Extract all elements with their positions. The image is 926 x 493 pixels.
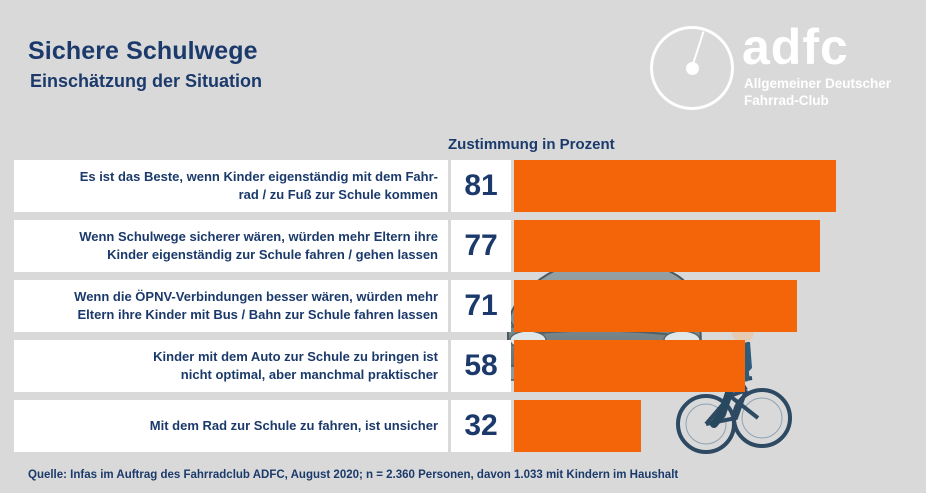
chart-row-value bbox=[451, 340, 511, 392]
chart-row bbox=[14, 280, 912, 332]
label-line-2: Kinder eigenständig zur Schule fahren / gehen lassen bbox=[107, 247, 438, 262]
header bbox=[28, 38, 262, 92]
chart-row-bar bbox=[514, 340, 745, 392]
chart-row-label-text bbox=[153, 348, 438, 384]
chart-row-bar-track bbox=[514, 160, 912, 212]
chart-row-label-text bbox=[80, 168, 438, 204]
chart-row-bar bbox=[514, 400, 641, 452]
logo-tagline-line1: Allgemeiner Deutscher bbox=[744, 76, 892, 91]
chart-unit-label: Zustimmung in Prozent bbox=[448, 136, 615, 153]
chart-row-label bbox=[14, 280, 448, 332]
label-line-1: Wenn Schulwege sicherer wären, würden mehr Eltern ihre bbox=[79, 229, 438, 245]
chart-row-label bbox=[14, 340, 448, 392]
chart-row-bar bbox=[514, 280, 797, 332]
label-line-2: nicht optimal, aber manchmal praktischer bbox=[180, 367, 438, 382]
chart-row-value bbox=[451, 220, 511, 272]
chart-row-value bbox=[451, 160, 511, 212]
label-line-1: Mit dem Rad zur Schule zu fahren, ist unsicher bbox=[149, 418, 438, 434]
chart-row-bar-track bbox=[514, 400, 912, 452]
logo-tagline-line2: Fahrrad-Club bbox=[744, 92, 829, 108]
chart-row-label-text bbox=[150, 417, 438, 435]
chart-row bbox=[14, 220, 912, 272]
source-note: Quelle: Infas im Auftrag des Fahrradclub ADFC, August 2020; n = 2.360 Personen, davon 1.033 mit Kindern im Haushalt bbox=[28, 469, 679, 481]
chart-row-label bbox=[14, 400, 448, 452]
label-line-1: Es ist das Beste, wenn Kinder eigenständig mit dem Fahr- bbox=[79, 169, 438, 185]
adfc-logo bbox=[650, 19, 910, 116]
chart-row-label-text bbox=[74, 288, 438, 324]
label-line-1: Kinder mit dem Auto zur Schule zu bringen ist bbox=[153, 349, 438, 365]
page-subtitle: Einschätzung der Situation bbox=[30, 70, 263, 91]
logo-wordmark: adfc bbox=[742, 19, 849, 75]
chart-row-value-text: 81 bbox=[464, 169, 498, 202]
chart-row-label bbox=[14, 160, 448, 212]
label-line-2: rad / zu Fuß zur Schule kommen bbox=[238, 187, 438, 202]
chart-row-bar bbox=[514, 220, 820, 272]
chart-row-bar bbox=[514, 160, 836, 212]
chart-row-value-text: 71 bbox=[464, 289, 498, 322]
label-line-1: Wenn die ÖPNV-Verbindungen besser wären, würden mehr bbox=[74, 289, 438, 305]
bar-chart bbox=[14, 160, 912, 460]
chart-row bbox=[14, 340, 912, 392]
chart-row-label bbox=[14, 220, 448, 272]
logo-tagline bbox=[744, 76, 891, 110]
chart-row bbox=[14, 400, 912, 452]
chart-row-bar-track bbox=[514, 280, 912, 332]
chart-row-value-text: 32 bbox=[464, 409, 498, 442]
chart-row-label-text bbox=[79, 228, 438, 264]
chart-row-bar-track bbox=[514, 340, 912, 392]
page-title: Sichere Schulwege bbox=[28, 37, 258, 65]
chart-row-bar-track bbox=[514, 220, 912, 272]
chart-row-value bbox=[451, 400, 511, 452]
chart-row-value bbox=[451, 280, 511, 332]
chart-row bbox=[14, 160, 912, 212]
chart-row-value-text: 77 bbox=[464, 229, 498, 262]
chart-row-value-text: 58 bbox=[464, 349, 498, 382]
label-line-2: Eltern ihre Kinder mit Bus / Bahn zur Schule fahren lassen bbox=[77, 307, 438, 322]
